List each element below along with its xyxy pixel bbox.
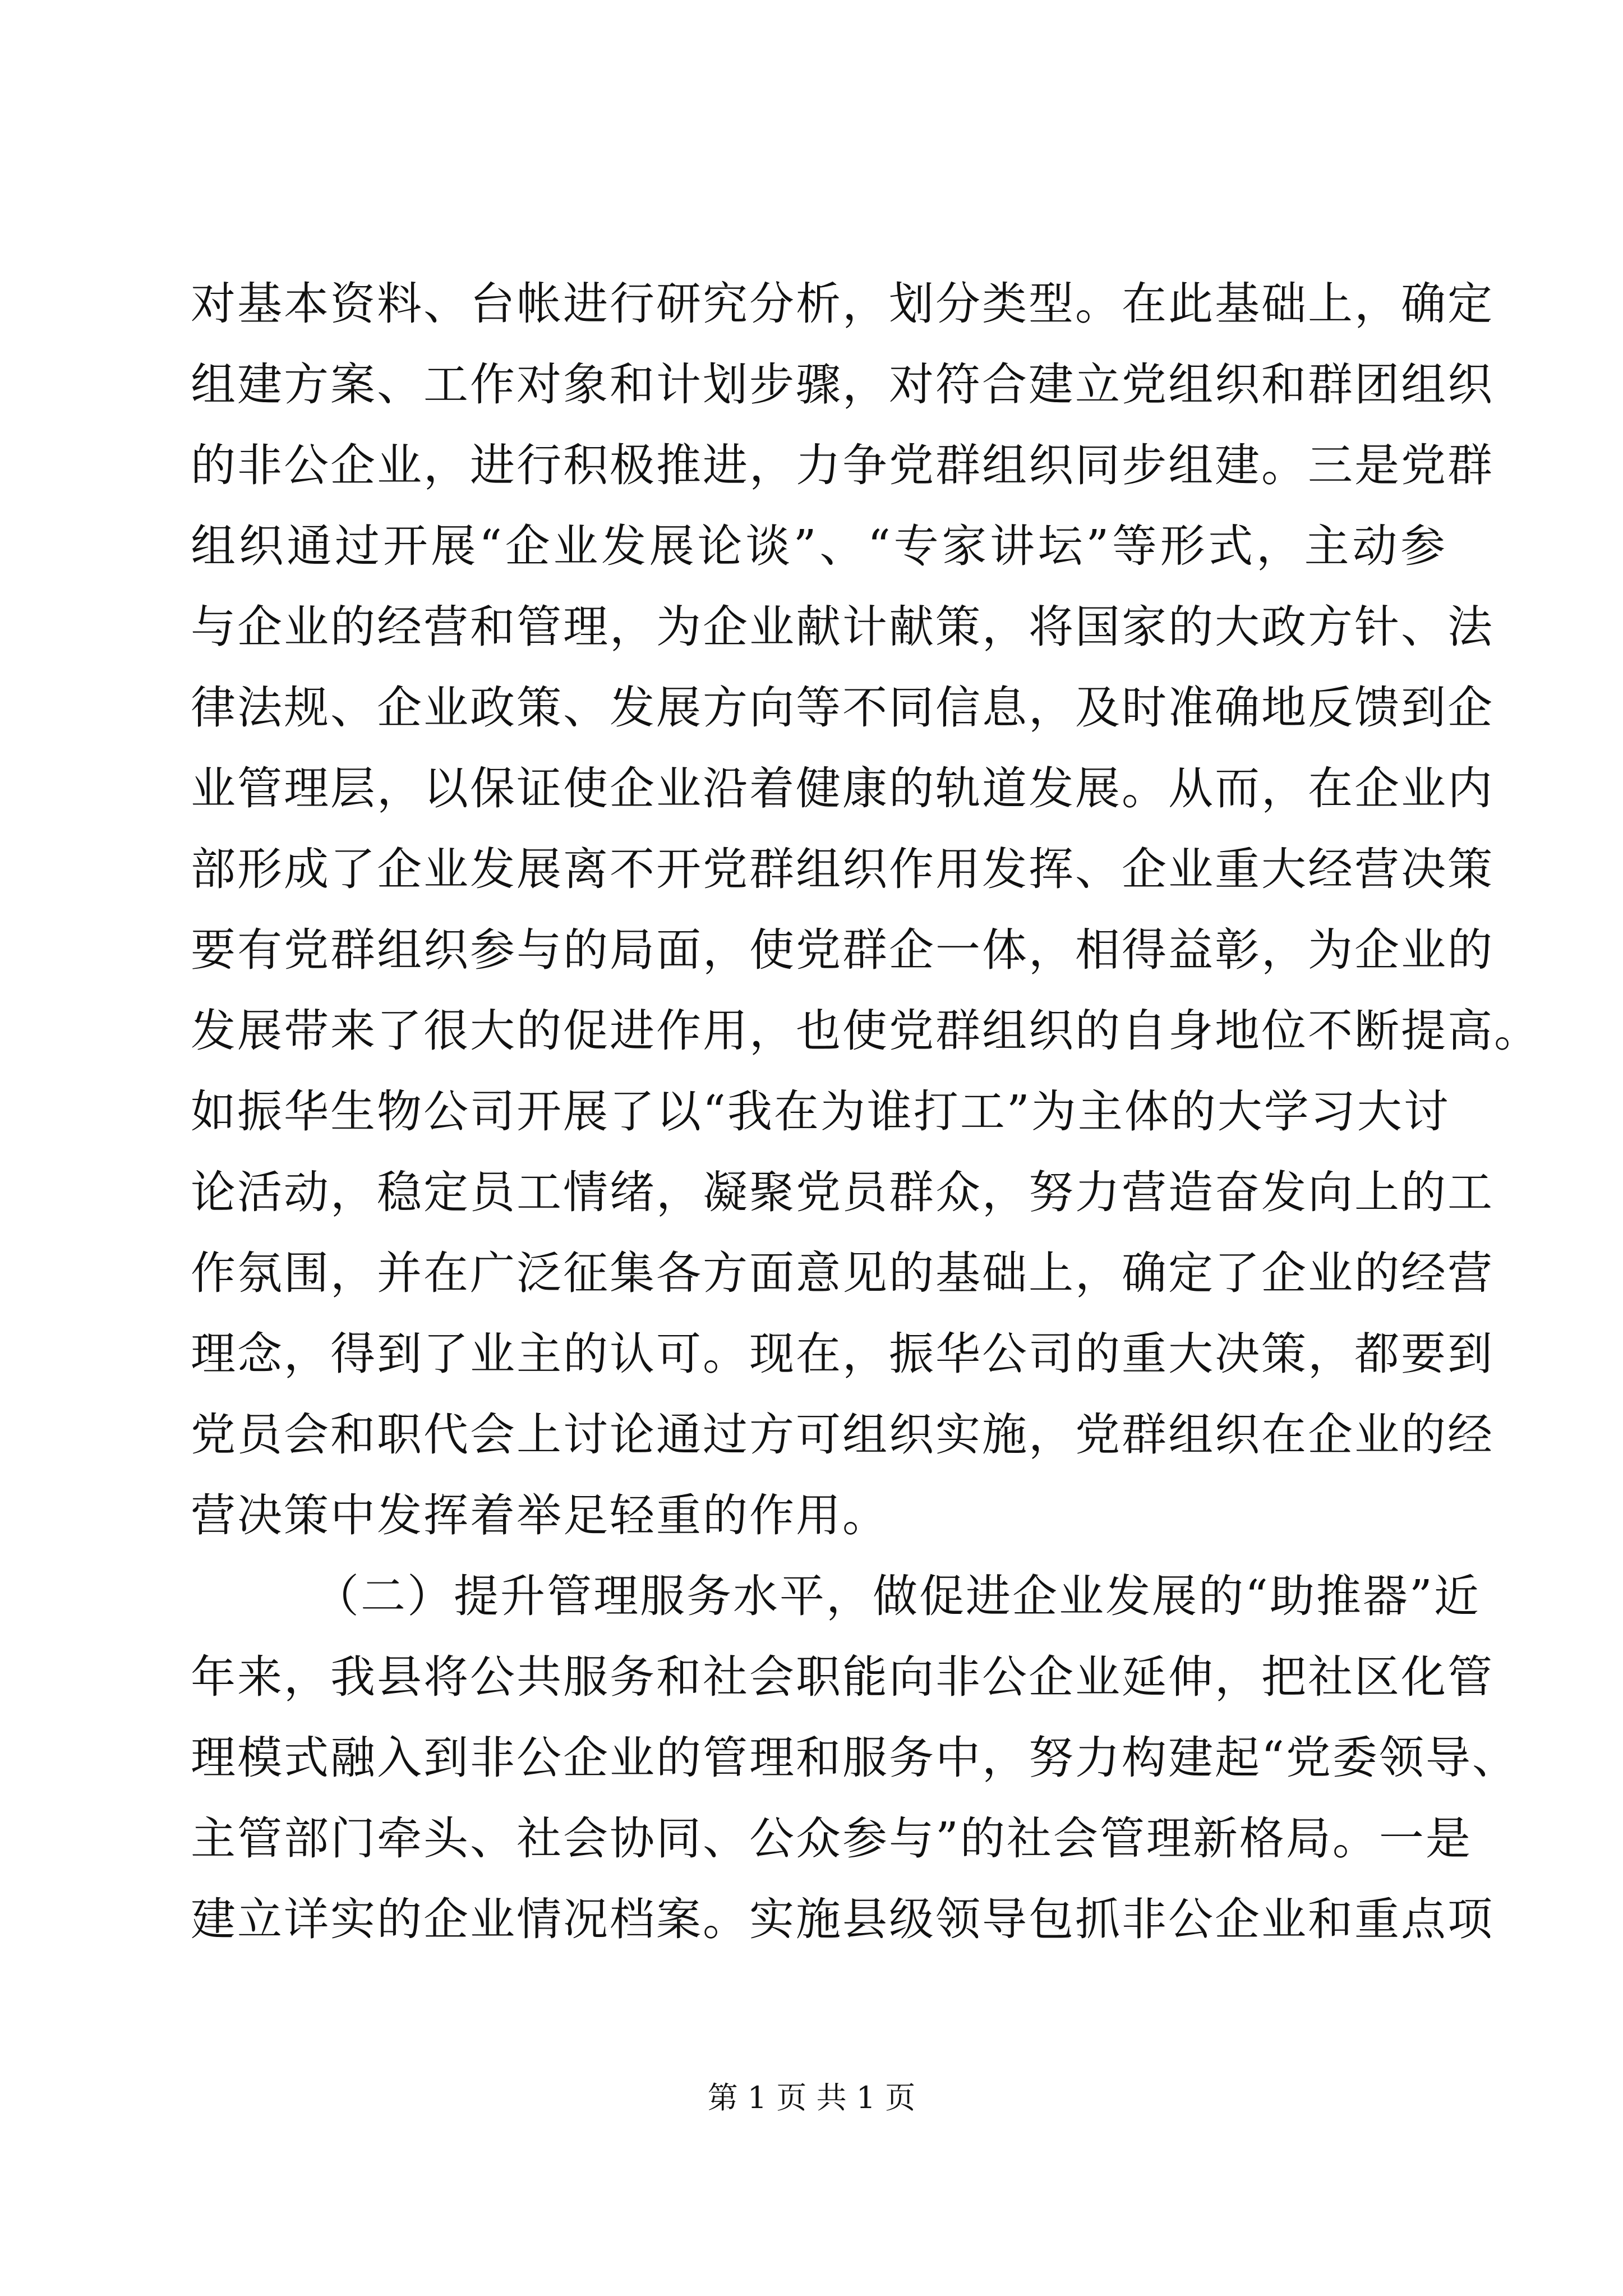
text-line: 年来，我县将公共服务和社会职能向非公企业延伸，把社区化管	[191, 1651, 1494, 1703]
text-line: 组建方案、工作对象和计划步骤，对符合建立党组织和群团组织	[191, 358, 1494, 411]
text-line: 组织通过开展“企业发展论谈”、“专家讲坛”等形式，主动参	[191, 520, 1447, 572]
text-line: 律法规、企业政策、发展方向等不同信息，及时准确地反馈到企	[191, 682, 1494, 734]
paragraph-2	[191, 1556, 1519, 1960]
page-footer: 第 1 页 共 1 页	[707, 2080, 916, 2115]
text-line: 部形成了企业发展离不开党群组织作用发挥、企业重大经营决策	[191, 843, 1494, 895]
text-line: 理念，得到了业主的认可。现在，振华公司的重大决策，都要到	[191, 1328, 1494, 1380]
text-line: 业管理层，以保证使企业沿着健康的轨道发展。从而，在企业内	[191, 762, 1494, 815]
text-line: 论活动，稳定员工情绪，凝聚党员群众，努力营造奋发向上的工	[191, 1166, 1494, 1218]
text-line: 作氛围，并在广泛征集各方面意见的基础上，确定了企业的经营	[191, 1247, 1494, 1299]
text-line: 与企业的经营和管理，为企业献计献策，将国家的大政方针、法	[191, 601, 1494, 653]
text-line: 营决策中发挥着举足轻重的作用。	[191, 1489, 889, 1542]
paragraph-1	[191, 264, 1541, 1556]
text-line: 对基本资料、台帐进行研究分析，划分类型。在此基础上，确定	[191, 278, 1494, 330]
document-body	[191, 264, 1541, 1960]
text-line: 党员会和职代会上讨论通过方可组织实施，党群组织在企业的经	[191, 1409, 1494, 1461]
text-line: 主管部门牵头、社会协同、公众参与”的社会管理新格局。一是	[191, 1812, 1472, 1865]
text-line: 要有党群组织参与的局面，使党群企一体，相得益彰，为企业的	[191, 924, 1494, 976]
section-heading-line: （二）提升管理服务水平，做促进企业发展的“助推器”近	[314, 1570, 1481, 1622]
text-line: 理模式融入到非公企业的管理和服务中，努力构建起“党委领导、	[191, 1732, 1519, 1784]
text-line: 如振华生物公司开展了以“我在为谁打工”为主体的大学习大讨	[191, 1085, 1450, 1138]
text-line: 发展带来了很大的促进作用，也使党群组织的自身地位不断提高。	[191, 1005, 1541, 1057]
text-line: 的非公企业，进行积极推进，力争党群组织同步组建。三是党群	[191, 439, 1494, 491]
text-line: 建立详实的企业情况档案。实施县级领导包抓非公企业和重点项	[191, 1893, 1494, 1945]
